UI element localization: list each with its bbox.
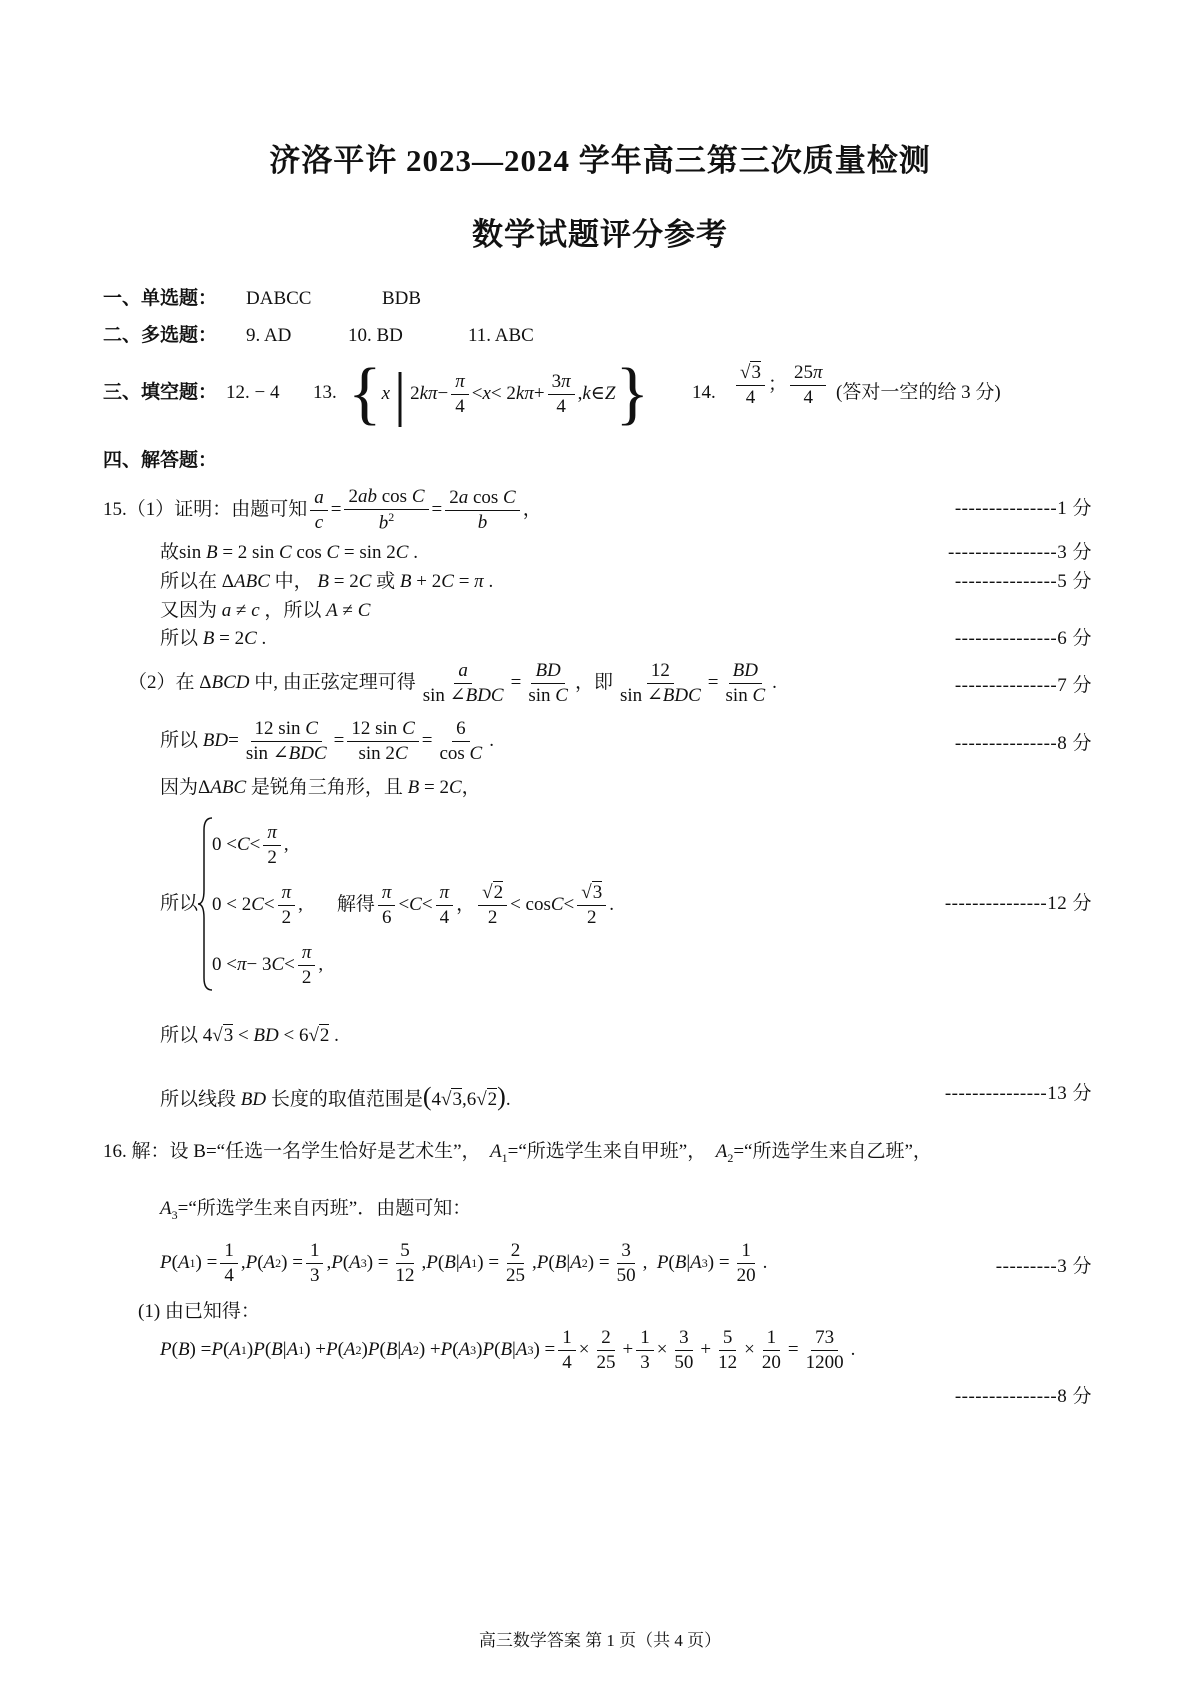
text: 所以 [160, 628, 199, 649]
section-label: 二、多选题： [103, 325, 218, 346]
text: 所以 [160, 1025, 199, 1046]
q16-part1: (1) 由已知得： [138, 1301, 260, 1322]
text: 因为 [160, 777, 199, 798]
q15-line3: 所以在 ΔABC 中， B = 2C 或 B + 2C = π . [160, 571, 494, 592]
text: 故 [160, 542, 180, 563]
text: 解得 [336, 893, 375, 915]
text: =“所选学生来自甲班”， [507, 1141, 707, 1162]
text: =“所选学生来自乙班”， [733, 1141, 932, 1162]
q15-line11: 所以线段 BD 长度的取值范围是(4√3,6√2). [160, 1082, 511, 1111]
q16-line2: $A_3=“$所选学生来自丙班”．由题可知： [160, 1198, 472, 1222]
q15-line7: 所以 BD = $\frac{\text{12 sin C}}{\text{sin ∠BDC}}$ = $\frac{\text{12 sin C}}{\sin 2C}$ = $\frac{6}{\text{cos C}}$ . [160, 718, 494, 764]
section-label: 三、填空题： [103, 382, 218, 403]
score-mark: ---------------12 分 [944, 893, 1092, 914]
inequality: 0 < π − 3 C < $\frac{\pi}{2}$ , [212, 942, 324, 988]
score-mark: ---------3 分 [995, 1256, 1092, 1277]
text: ，即 [574, 671, 613, 693]
page-title: 济洛平许 2023—2024 学年高三第三次质量检测 [269, 143, 931, 178]
q15-line5: 所以 B = 2C . [160, 628, 267, 649]
page-subtitle: 数学试题评分参考 [472, 217, 728, 252]
inequality: 0 < 2 C < $\frac{\pi}{2}$ , 解得 $\frac{\pi}{6}$ < C < $\frac{\pi}{4}$ ， $\frac{√2}{2}$ < cos C < $\frac{√3}{2}$ . [212, 882, 614, 928]
q15-line2: 故sin B = 2 sin C cos C = sin 2C . [160, 542, 418, 563]
q15-line1: 15.（1）证明：由题可知 $\frac{a}{c}$ = $\frac{\text{2ab cos C}}{b^2}$ = $\frac{\text{2a cos C}}{b}$ ， [103, 486, 542, 534]
text: 所以线段 [160, 1089, 237, 1110]
q15-line8: 因为ΔABC 是锐角三角形，且 B = 2C， [160, 777, 481, 798]
score-mark: ---------------8 分 [954, 1386, 1092, 1407]
text: 所以在 [160, 571, 218, 592]
text: 所以 [160, 729, 199, 751]
q15-line10: 所以 4√3 < BD < 6√2 . [160, 1025, 339, 1046]
score-mark: ---------------1 分 [954, 498, 1092, 519]
text: 中, 由正弦定理可得 [254, 671, 416, 693]
answer: BDB [382, 288, 422, 309]
answer: 9. AD [246, 325, 292, 346]
text: ，所以 [264, 600, 322, 621]
text: B=“任选一名学生恰好是艺术生”， [193, 1141, 481, 1162]
q15-line4: 又因为 a ≠ c ，所以 A ≠ C [160, 600, 371, 621]
score-mark: ----------------3 分 [948, 542, 1092, 563]
q16-probabilities: P ( A 1 ) = $\frac{1}{4}$ , P ( A 2 ) = $\frac{1}{3}$ , P ( A 3 ) = $\frac{5}{12}$ , P ( B | A 1 ) = $\frac{2}{25}$ , P ( B | A 2 ) = $\frac{3}{50}$ , P ( B | A 3 ) = $\frac{1}{20}$ . [160, 1240, 768, 1286]
text: 15.（1）证明：由题可知 [103, 498, 308, 520]
inequality: 0 < C < $\frac{\pi}{2}$ , [212, 822, 289, 868]
formula: $\frac{√3}{4}$ ； $\frac{25\pi}{4}$ [733, 362, 829, 409]
text: 又因为 [160, 600, 218, 621]
section-label: 一、单选题： [103, 288, 218, 309]
q16-total-probability: P ( B ) = P ( A 1 ) P ( B | A 1 ) + P ( A 2 ) P ( B | A 2 ) + P ( A 3 ) P ( B | A 3 ) = $\frac{1}{4}$ × $\frac{2}{25}$ + $\frac{1}{3}$ × $\frac{3}{50}$ + $\frac{5}{12}$ × $\frac{1}{20}$ = $\frac{73}{1200}$ . [160, 1327, 856, 1373]
text: 是锐角三角形，且 [250, 777, 403, 798]
formula: { x | 2 kπ − $\frac{\pi}{4}$ < x < 2 kπ + $\frac{3\pi}{4}$ , k ∈ Z } [348, 355, 650, 432]
answer: DABCC [246, 288, 312, 309]
question-number: 14. [692, 382, 716, 403]
text: 中， [274, 571, 313, 592]
score-mark: ---------------13 分 [944, 1083, 1092, 1104]
answer: 12. − 4 [226, 382, 280, 403]
text: =“所选学生来自丙班”．由题可知： [177, 1198, 472, 1219]
question-number: 13. [313, 382, 337, 403]
score-mark: ---------------5 分 [954, 571, 1092, 592]
q16-line1: 16. 解：设 B=“任选一名学生恰好是艺术生”， $A_1=“$所选学生来自甲班”， $A_2=“$所选学生来自乙班”， [103, 1141, 932, 1165]
score-mark: ---------------8 分 [954, 733, 1092, 754]
text: 长度的取值范围是 [270, 1089, 423, 1110]
text: 所以 [160, 893, 199, 914]
section-label: 四、解答题： [103, 450, 218, 471]
page-footer: 高三数学答案 第 1 页（共 4 页） [478, 1631, 722, 1650]
q15-part2: （2）在 Δ BCD 中, 由正弦定理可得 $\frac{a}{\text{sin ∠BDC}}$ = $\frac{BD}{\text{sin C}}$ ，即 $\frac{12}{\text{sin ∠BDC}}$ = $\frac{BD}{\text{sin C}}$ . [128, 660, 777, 706]
score-mark: ---------------6 分 [954, 628, 1092, 649]
answer: 11. ABC [468, 325, 534, 346]
answer: 10. BD [348, 325, 403, 346]
text: 16. 解：设 [103, 1141, 189, 1162]
score-mark: ---------------7 分 [954, 675, 1092, 696]
note: (答对一空的给 3 分) [836, 382, 1001, 403]
text: （2）在 [128, 671, 195, 693]
